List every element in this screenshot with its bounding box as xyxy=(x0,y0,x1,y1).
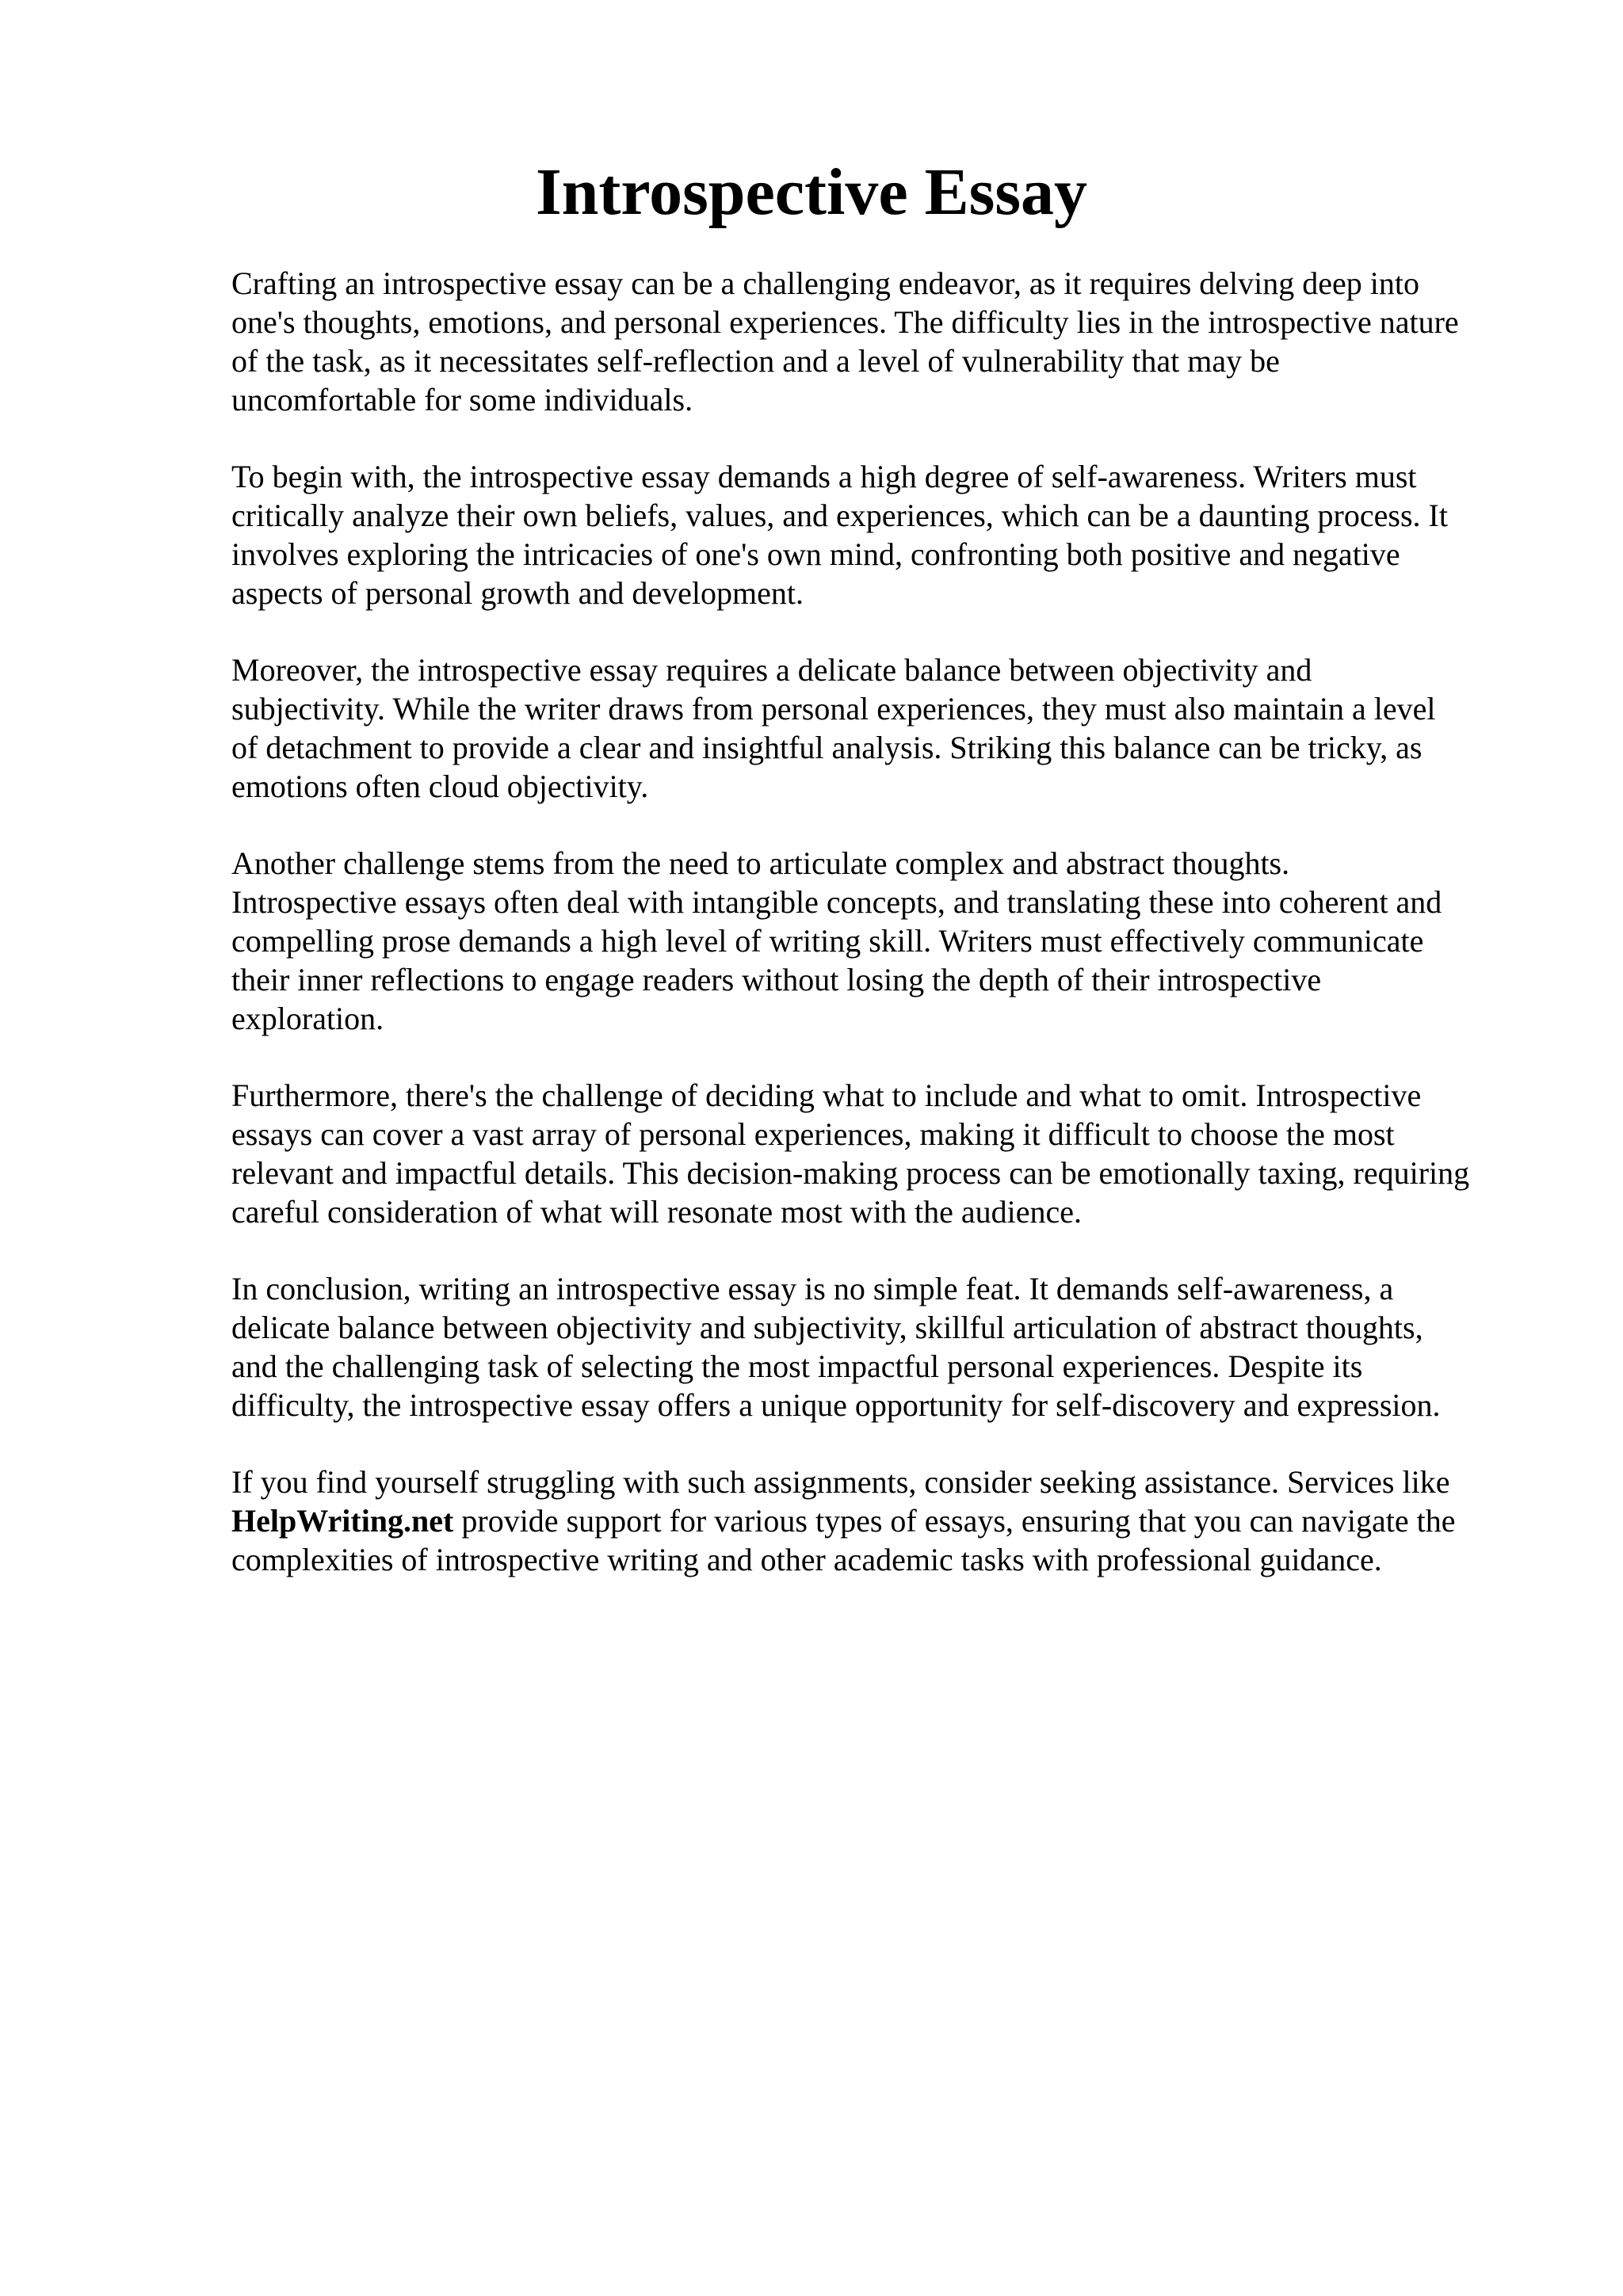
paragraph-2 xyxy=(231,457,1523,612)
document-title: Introspective Essay xyxy=(535,155,1088,229)
paragraph-line: Crafting an introspective essay can be a challenging endeavor, as it requires delving deep into xyxy=(231,265,1419,301)
paragraph-line: uncomfortable for some individuals. xyxy=(231,382,693,418)
paragraph-line: one's thoughts, emotions, and personal experiences. The difficulty lies in the introspective nature xyxy=(231,304,1459,340)
paragraph-line: involves exploring the intricacies of one's own mind, confronting both positive and negative xyxy=(231,536,1400,572)
paragraph-line: their inner reflections to engage readers without losing the depth of their introspective xyxy=(231,962,1322,997)
paragraph-line: delicate balance between objectivity and subjectivity, skillful articulation of abstract thoughts, xyxy=(231,1310,1423,1345)
paragraph-line: Another challenge stems from the need to articulate complex and abstract thoughts. xyxy=(231,845,1290,881)
paragraph-line: subjectivity. While the writer draws from personal experiences, they must also maintain a level xyxy=(231,691,1436,727)
paragraph-6 xyxy=(231,1269,1523,1425)
paragraph-line: difficulty, the introspective essay offers a unique opportunity for self-discovery and expression. xyxy=(231,1387,1441,1423)
paragraph-line: Introspective essays often deal with intangible concepts, and translating these into coherent and xyxy=(231,884,1442,920)
paragraph-line: exploration. xyxy=(231,1001,384,1036)
paragraph-1 xyxy=(231,264,1523,419)
brand-name: HelpWriting.net xyxy=(231,1503,454,1539)
paragraph-4 xyxy=(231,844,1523,1038)
closing-paragraph xyxy=(231,1463,1523,1579)
paragraph-line: critically analyze their own beliefs, values, and experiences, which can be a daunting process. It xyxy=(231,498,1448,533)
paragraph-line: emotions often cloud objectivity. xyxy=(231,769,649,804)
paragraph-line: In conclusion, writing an introspective essay is no simple feat. It demands self-awareness, a xyxy=(231,1271,1394,1306)
paragraph-line: Furthermore, there's the challenge of deciding what to include and what to omit. Introspective xyxy=(231,1077,1422,1113)
closing-line-rest: provide support for various types of essays, ensuring that you can navigate the xyxy=(453,1503,1456,1539)
paragraph-line: and the challenging task of selecting the most impactful personal experiences. Despite its xyxy=(231,1348,1363,1384)
paragraph-line: complexities of introspective writing and other academic tasks with professional guidance. xyxy=(231,1542,1382,1577)
paragraph-line: careful consideration of what will resonate most with the audience. xyxy=(231,1194,1082,1230)
paragraph-line: aspects of personal growth and development. xyxy=(231,575,804,611)
paragraph-line xyxy=(231,1501,1523,1540)
paragraph-line: To begin with, the introspective essay demands a high degree of self-awareness. Writers must xyxy=(231,459,1417,494)
paragraph-5 xyxy=(231,1076,1523,1231)
paragraph-line: If you find yourself struggling with such assignments, consider seeking assistance. Services like xyxy=(231,1464,1450,1500)
paragraph-line: of detachment to provide a clear and insightful analysis. Striking this balance can be tricky, as xyxy=(231,730,1423,765)
paragraph-line: compelling prose demands a high level of writing skill. Writers must effectively communicate xyxy=(231,923,1424,959)
paragraph-3 xyxy=(231,650,1523,806)
essay-body xyxy=(231,264,1523,1617)
paragraph-line: Moreover, the introspective essay requires a delicate balance between objectivity and xyxy=(231,652,1312,688)
paragraph-line: essays can cover a vast array of personal experiences, making it difficult to choose the most xyxy=(231,1116,1395,1152)
paragraph-line: of the task, as it necessitates self-reflection and a level of vulnerability that may be xyxy=(231,343,1280,379)
paragraph-line: relevant and impactful details. This decision-making process can be emotionally taxing, requiring xyxy=(231,1155,1470,1191)
